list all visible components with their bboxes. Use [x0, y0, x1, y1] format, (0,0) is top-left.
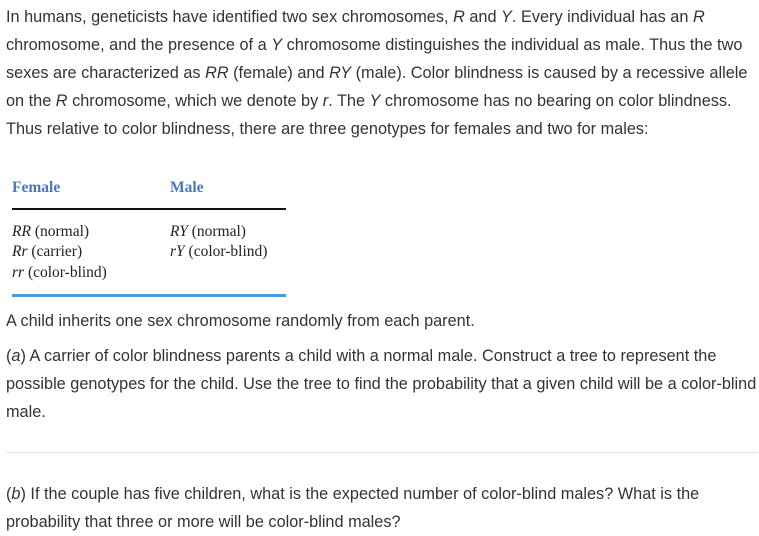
- female-genotype-row: [12, 223, 89, 241]
- symbol-y-chromosome: Y: [369, 92, 381, 110]
- intro-text: chromosome, and the presence of a: [6, 36, 272, 54]
- intro-text: chromosome distinguishes the individual as male. Thus the two sexes are characterized as: [6, 36, 743, 82]
- genotype-symbol: rr: [12, 264, 25, 281]
- symbol-r-chromosome: R: [55, 92, 68, 110]
- symbol-recessive-allele: r: [322, 92, 329, 110]
- symbol-y-chromosome: Y: [271, 36, 283, 54]
- symbol-rr-female: RR: [205, 64, 229, 82]
- symbol-r-chromosome: R: [692, 8, 705, 26]
- part-label-paren: ): [20, 485, 26, 503]
- genotype-description: (color-blind): [24, 264, 107, 281]
- part-label-paren: ): [20, 347, 26, 365]
- table-bottom-rule: [12, 294, 286, 297]
- genotype-table: [12, 176, 286, 300]
- inheritance-statement: A child inherits one sex chromosome randomly from each parent.: [6, 312, 475, 330]
- genotype-symbol: rY: [170, 243, 185, 260]
- intro-text: . Every individual has an: [511, 8, 693, 26]
- intro-paragraph: [6, 3, 758, 143]
- symbol-r-chromosome: R: [453, 8, 465, 26]
- female-genotype-row: [12, 243, 82, 261]
- intro-text: chromosome, which we denote by: [67, 92, 323, 110]
- genotype-description: (normal): [187, 223, 246, 240]
- intro-text: In humans, geneticists have identified two sex chromosomes,: [6, 8, 454, 26]
- genotype-description: (carrier): [27, 243, 83, 260]
- question-part-a: [6, 342, 758, 426]
- male-column-header: Male: [170, 179, 204, 196]
- intro-text: and: [464, 8, 502, 26]
- intro-text: (female) and: [228, 64, 330, 82]
- female-column-header: Female: [12, 179, 61, 196]
- intro-text: . The: [328, 92, 370, 110]
- symbol-ry-male: RY: [329, 64, 352, 82]
- genotype-symbol: Rr: [12, 243, 28, 260]
- genotype-description: (normal): [30, 223, 90, 240]
- part-b-label: b: [11, 485, 21, 503]
- intro-text: chromosome has no bearing on color blindness. Thus relative to color blindness, there are three genotypes for females and two for males:: [6, 92, 732, 138]
- section-divider: [6, 452, 758, 453]
- genotype-symbol: RR: [12, 223, 31, 240]
- table-header-rule: [12, 208, 286, 210]
- part-b-text: If the couple has five children, what is the expected number of color-blind males? What is the probability that three or more will be color-blind males?: [6, 485, 700, 531]
- part-a-text: A carrier of color blindness parents a child with a normal male. Construct a tree to represent the possible genotypes for the child. Use the tree to find the probability that a given child will be a color-blind male.: [6, 347, 757, 421]
- intro-text: (male). Color blindness is caused by a recessive allele on the: [6, 64, 748, 110]
- genotype-description: (color-blind): [184, 243, 268, 260]
- part-label-paren: (: [6, 347, 12, 365]
- male-genotype-row: [170, 223, 246, 241]
- female-genotype-row: [12, 264, 107, 282]
- genotype-symbol: RY: [170, 223, 188, 240]
- symbol-y-chromosome: Y: [501, 8, 512, 26]
- question-part-b: [6, 480, 758, 536]
- part-a-label: a: [11, 347, 21, 365]
- part-label-paren: (: [6, 485, 12, 503]
- male-genotype-row: [170, 243, 267, 261]
